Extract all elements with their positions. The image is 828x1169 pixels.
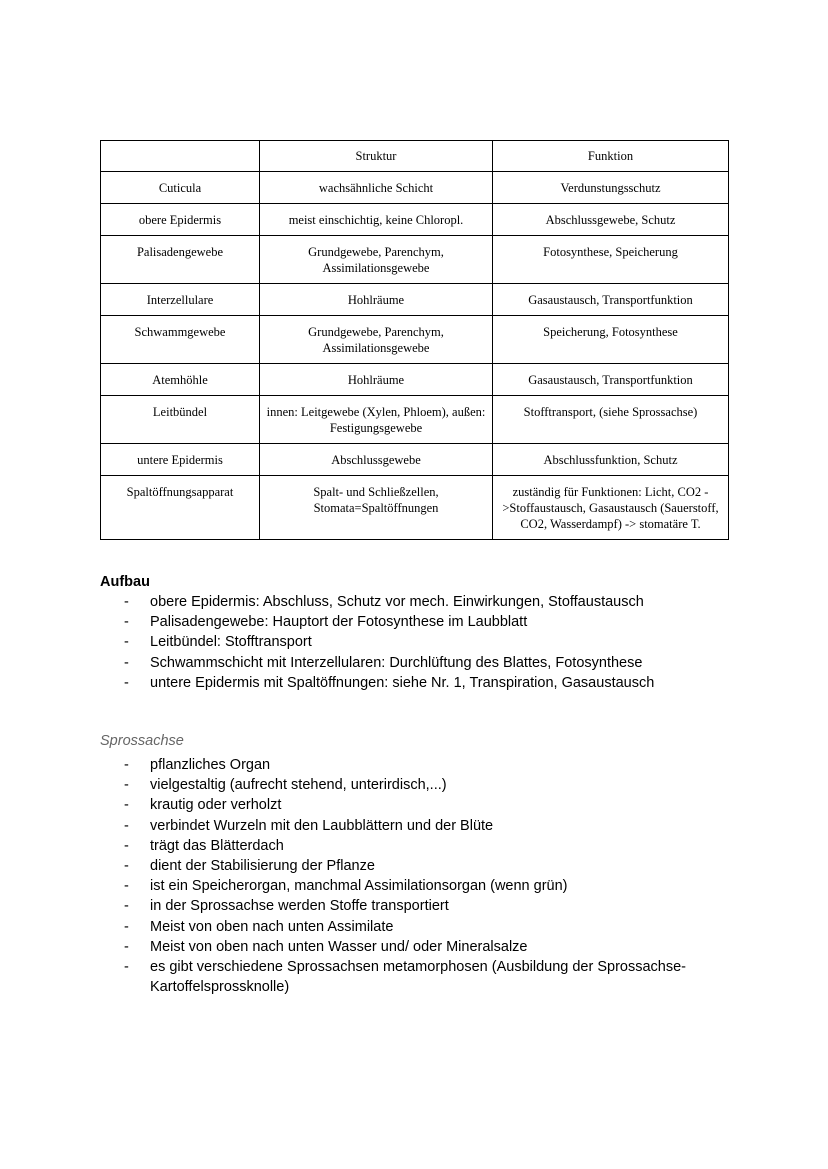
list-item — [100, 876, 740, 896]
list-item — [100, 816, 740, 836]
list-item-text: Palisadengewebe: Hauptort der Fotosynthese im Laubblatt — [150, 614, 528, 631]
list-item — [100, 795, 740, 815]
list-item-text: dient der Stabilisierung der Pflanze — [150, 858, 375, 875]
sprossachse-list — [100, 755, 740, 997]
table-cell: Stofftransport, (siehe Sprossachse) — [493, 396, 729, 444]
table-row — [101, 444, 729, 476]
table-cell: innen: Leitgewebe (Xylen, Phloem), außen: Festigungsgewebe — [260, 396, 493, 444]
table-cell: Fotosynthese, Speicherung — [493, 236, 729, 284]
table-cell: Leitbündel — [101, 396, 260, 444]
table-cell: Hohlräume — [260, 284, 493, 316]
dash-bullet: - — [124, 757, 129, 773]
dash-bullet: - — [124, 777, 129, 794]
table-cell: Abschlussgewebe, Schutz — [493, 204, 729, 236]
dash-bullet: - — [124, 817, 129, 834]
list-item — [100, 957, 740, 997]
aufbau-section — [100, 572, 740, 693]
list-item-text: trägt das Blätterdach — [150, 837, 284, 854]
list-item-text: in der Sprossachse werden Stoffe transportiert — [150, 898, 449, 915]
list-item-text: vielgestaltig (aufrecht stehend, unterirdisch,...) — [150, 777, 447, 794]
list-item-text: Meist von oben nach unten Wasser und/ oder Mineralsalze — [150, 938, 528, 955]
table-row — [101, 284, 729, 316]
table-cell: Spalt- und Schließzellen, Stomata=Spaltöffnungen — [260, 476, 493, 540]
table-cell: meist einschichtig, keine Chloropl. — [260, 204, 493, 236]
leaf-structure-table — [100, 140, 729, 540]
table-cell: zuständig für Funktionen: Licht, CO2 ->Stoffaustausch, Gasaustausch (Sauerstoff, CO2, Wasserdampf) -> stomatäre T. — [493, 476, 729, 540]
table-header-cell: Funktion — [493, 141, 729, 172]
table-row — [101, 396, 729, 444]
table-cell: Atemhöhle — [101, 364, 260, 396]
sprossachse-section — [100, 731, 740, 997]
table-cell: Palisadengewebe — [101, 236, 260, 284]
list-item — [100, 653, 740, 673]
table-cell: Abschlussgewebe — [260, 444, 493, 476]
list-item-text: pflanzliches Organ — [150, 757, 271, 773]
list-item-text: es gibt verschiedene Sprossachsen metamorphosen (Ausbildung der Sprossachse-Kartoffelsprossknolle) — [150, 959, 686, 996]
dash-bullet: - — [124, 594, 129, 610]
list-item — [100, 917, 740, 937]
table-cell: Schwammgewebe — [101, 316, 260, 364]
list-item-text: ist ein Speicherorgan, manchmal Assimilationsorgan (wenn grün) — [150, 878, 568, 895]
table-cell: Cuticula — [101, 172, 260, 204]
dash-bullet: - — [124, 674, 129, 691]
list-item-text: verbindet Wurzeln mit den Laubblättern und der Blüte — [150, 817, 494, 834]
dash-bullet: - — [124, 837, 129, 854]
list-item — [100, 836, 740, 856]
table-cell: Verdunstungsschutz — [493, 172, 729, 204]
dash-bullet: - — [124, 634, 129, 651]
table-row — [101, 172, 729, 204]
aufbau-heading: Aufbau — [100, 574, 150, 590]
table-row — [101, 364, 729, 396]
table-cell: Abschlussfunktion, Schutz — [493, 444, 729, 476]
table-cell: Gasaustausch, Transportfunktion — [493, 364, 729, 396]
dash-bullet: - — [124, 654, 129, 671]
list-item — [100, 632, 740, 652]
list-item-text: Leitbündel: Stofftransport — [150, 634, 312, 651]
dash-bullet: - — [124, 878, 129, 895]
table-cell: obere Epidermis — [101, 204, 260, 236]
table-cell: Speicherung, Fotosynthese — [493, 316, 729, 364]
list-item — [100, 612, 740, 632]
dash-bullet: - — [124, 797, 129, 814]
table-cell: Spaltöffnungsapparat — [101, 476, 260, 540]
table-cell: Interzellulare — [101, 284, 260, 316]
table-row — [101, 204, 729, 236]
table-cell: Grundgewebe, Parenchym, Assimilationsgewebe — [260, 316, 493, 364]
table-cell: untere Epidermis — [101, 444, 260, 476]
table-header-row — [101, 141, 729, 172]
aufbau-list — [100, 592, 740, 693]
dash-bullet: - — [124, 898, 129, 915]
dash-bullet: - — [124, 938, 129, 955]
list-item — [100, 896, 740, 916]
list-item-text: obere Epidermis: Abschluss, Schutz vor mech. Einwirkungen, Stoffaustausch — [150, 594, 644, 610]
list-item — [100, 856, 740, 876]
dash-bullet: - — [124, 959, 129, 976]
list-item — [100, 673, 740, 693]
table-cell: Gasaustausch, Transportfunktion — [493, 284, 729, 316]
dash-bullet: - — [124, 918, 129, 935]
table-row — [101, 316, 729, 364]
list-item — [100, 937, 740, 957]
table-header-cell: Struktur — [260, 141, 493, 172]
list-item — [100, 775, 740, 795]
dash-bullet: - — [124, 858, 129, 875]
table-row — [101, 236, 729, 284]
table-cell: wachsähnliche Schicht — [260, 172, 493, 204]
table-cell: Grundgewebe, Parenchym, Assimilationsgewebe — [260, 236, 493, 284]
list-item-text: untere Epidermis mit Spaltöffnungen: siehe Nr. 1, Transpiration, Gasaustausch — [150, 674, 655, 691]
dash-bullet: - — [124, 614, 129, 631]
list-item-text: Schwammschicht mit Interzellularen: Durchlüftung des Blattes, Fotosynthese — [150, 654, 643, 671]
table-cell: Hohlräume — [260, 364, 493, 396]
list-item — [100, 592, 740, 612]
list-item-text: krautig oder verholzt — [150, 797, 282, 814]
list-item — [100, 755, 740, 775]
table-header-cell — [101, 141, 260, 172]
sprossachse-heading: Sprossachse — [100, 733, 184, 749]
table-row — [101, 476, 729, 540]
list-item-text: Meist von oben nach unten Assimilate — [150, 918, 394, 935]
